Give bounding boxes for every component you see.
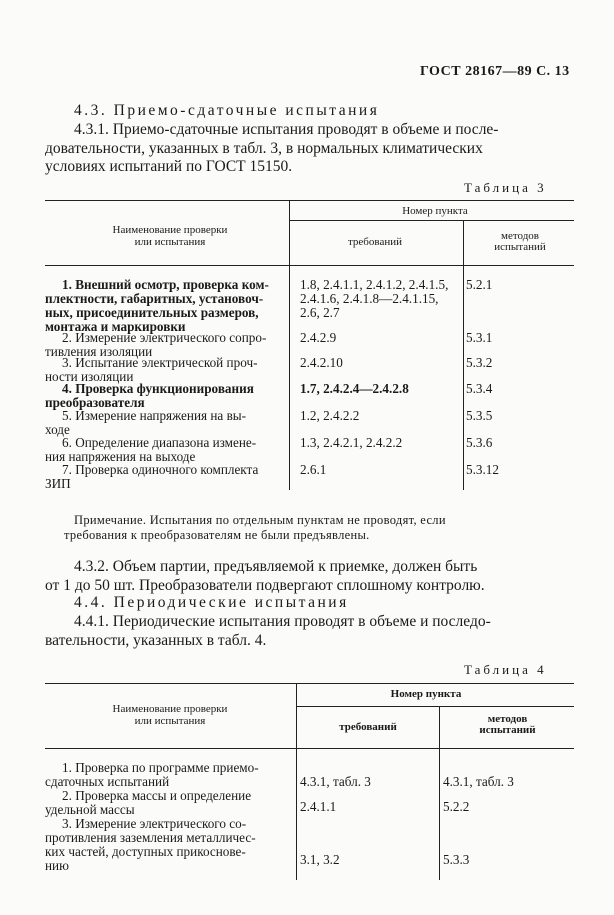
- cell-line: ности изоляции: [45, 369, 134, 384]
- note-line: Примечание. Испытания по отдельным пунктам не проводят, если: [74, 513, 446, 527]
- table3-col-divider: [289, 200, 290, 490]
- table3-row: [45, 435, 257, 464]
- table4-meth-cell: 5.2.2: [443, 799, 470, 814]
- table3-meth-cell: 5.3.1: [466, 330, 493, 345]
- cell-line: 5. Измерение напряжения на вы-: [62, 408, 247, 423]
- table3-col-divider: [463, 220, 464, 490]
- cell-line: 1. Внешний осмотр, проверка ком-: [62, 277, 269, 292]
- cell-line: 3. Измерение электрического со-: [62, 816, 247, 831]
- table3-req-cell: 2.6.1: [300, 462, 327, 477]
- table3-col3-header: [466, 231, 574, 253]
- table3-meth-cell: 5.3.12: [466, 462, 499, 477]
- table4-head-rule: [45, 748, 574, 749]
- paragraph-line: 4.3.1. Приемо-сдаточные испытания проводят в объеме и после-: [74, 121, 499, 138]
- paragraph-line: вательности, указанных в табл. 4.: [45, 632, 267, 649]
- table3-row: [45, 462, 259, 491]
- cell-line: преобразователя: [45, 395, 145, 410]
- cell-line: удельной массы: [45, 802, 135, 817]
- table3-top-rule: [45, 200, 574, 201]
- section-4-3-title: 4.3. Приемо-сдаточные испытания: [74, 102, 380, 119]
- cell-line: ЗИП: [45, 476, 71, 491]
- cell-line: тивления изоляции: [45, 344, 153, 359]
- cell-line: 2. Измерение электрического сопро-: [62, 330, 267, 345]
- header-line: испытаний: [479, 724, 536, 736]
- cell-line: ных, присоединительных размеров,: [45, 305, 259, 320]
- table4-col3-header: [441, 714, 574, 736]
- paragraph-line: от 1 до 50 шт. Преобразователи подвергают сплошному контролю.: [45, 577, 485, 594]
- header-line: или испытания: [134, 236, 206, 248]
- table3-req-cell: 1.3, 2.4.2.1, 2.4.2.2: [300, 435, 403, 450]
- table4-req-cell: 4.3.1, табл. 3: [300, 774, 371, 789]
- paragraph-line: 4.4.1. Периодические испытания проводят в объеме и последо-: [74, 613, 491, 630]
- table3-row: [45, 381, 254, 410]
- table3-req-cell: 1.2, 2.4.2.2: [300, 408, 360, 423]
- cell-line: 7. Проверка одиночного комплекта: [62, 462, 259, 477]
- header-line: Наименование проверки: [112, 224, 228, 236]
- table4-row: [45, 760, 259, 789]
- table4-row: [45, 788, 252, 817]
- table4-meth-cell: 5.3.3: [443, 852, 470, 867]
- cell-line: противления заземления металличес-: [45, 830, 256, 845]
- cell-line: сдаточных испытаний: [45, 774, 170, 789]
- header-line: методов: [501, 230, 539, 242]
- paragraph-4-4-1: [45, 612, 491, 650]
- cell-line: 2.4.1.6, 2.4.1.8—2.4.1.15,: [300, 291, 439, 306]
- table3-col2-header: требований: [347, 236, 402, 248]
- cell-line: монтажа и маркировки: [45, 319, 186, 334]
- table3-meth-cell: 5.3.4: [466, 381, 493, 396]
- table3-row: [45, 277, 284, 334]
- header-line: методов: [487, 713, 528, 725]
- table3-group-header: Номер пункта: [402, 205, 468, 217]
- cell-line: 2. Проверка массы и определение: [62, 788, 252, 803]
- cell-line: 3. Испытание электрической проч-: [62, 355, 258, 370]
- table4-col-divider: [296, 683, 297, 880]
- cell-line: нию: [45, 858, 69, 873]
- table4-group-rule: [296, 706, 574, 707]
- cell-line: ния напряжения на выходе: [45, 449, 196, 464]
- table4-row: [45, 816, 256, 873]
- paragraph-4-3-1: [74, 120, 572, 139]
- table4-group-header: Номер пункта: [390, 688, 462, 700]
- table4-caption: Таблица 4: [464, 662, 547, 677]
- paragraph-line: 4.3.2. Объем партии, предъявляемой к приемке, должен быть: [74, 558, 478, 575]
- table3-req-cell: 2.4.2.9: [300, 330, 337, 345]
- table4-meth-cell: 4.3.1, табл. 3: [443, 774, 514, 789]
- table3-meth-cell: 5.2.1: [466, 277, 493, 292]
- table3-group-rule: [289, 220, 574, 221]
- table3-req-cell: 2.4.2.10: [300, 355, 343, 370]
- table3-head-rule: [45, 265, 574, 266]
- table4-col1-header: [80, 703, 260, 727]
- cell-line: 1. Проверка по программе приемо-: [62, 760, 259, 775]
- table4-req-cell: 3.1, 3.2: [300, 852, 340, 867]
- table3-note: [64, 513, 446, 543]
- header-line: испытаний: [494, 241, 546, 253]
- table4-col2-header: требований: [339, 721, 397, 733]
- table3-meth-cell: 5.3.2: [466, 355, 493, 370]
- header-line: Наименование проверки: [112, 703, 228, 715]
- table3-col1-header: [80, 224, 260, 248]
- cell-line: плектности, габаритных, установоч-: [45, 291, 264, 306]
- section-4-4-title: 4.4. Периодические испытания: [74, 594, 349, 611]
- cell-line: ходе: [45, 422, 70, 437]
- table3-meth-cell: 5.3.6: [466, 435, 493, 450]
- header-line: или испытания: [134, 715, 206, 727]
- table4-top-rule: [45, 683, 574, 684]
- cell-line: 1.8, 2.4.1.1, 2.4.1.2, 2.4.1.5,: [300, 277, 449, 292]
- table3-req-cell: 1.7, 2.4.2.4—2.4.2.8: [300, 381, 409, 396]
- table4-req-cell: 2.4.1.1: [300, 799, 337, 814]
- table3-caption: Таблица 3: [464, 180, 547, 195]
- table4-col-divider: [439, 706, 440, 880]
- paragraph-4-3-2: [45, 557, 485, 595]
- paragraph-line: довательности, указанных в табл. 3, в нормальных климатических: [45, 140, 483, 157]
- table3-meth-cell: 5.3.5: [466, 408, 493, 423]
- cell-line: 6. Определение диапазона измене-: [62, 435, 257, 450]
- paragraph-line: условиях испытаний по ГОСТ 15150.: [45, 158, 293, 175]
- table3-row: [45, 355, 258, 384]
- page-header: ГОСТ 28167—89 С. 13: [420, 64, 570, 79]
- cell-line: 2.6, 2.7: [300, 305, 340, 320]
- table3-row: [45, 408, 247, 437]
- cell-line: 4. Проверка функционирования: [62, 381, 254, 396]
- note-line: требования к преобразователям не были предъявлены.: [64, 528, 370, 542]
- table3-req-cell: [300, 278, 448, 320]
- cell-line: ких частей, доступных прикоснове-: [45, 844, 246, 859]
